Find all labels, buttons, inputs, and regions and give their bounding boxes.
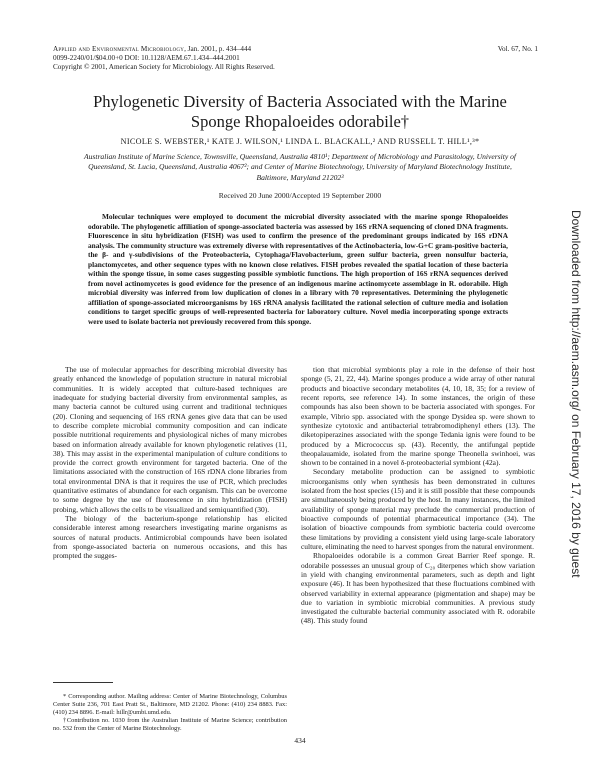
- footnote-corresponding: * Corresponding author. Mailing address: Center of Marine Biotechnology, Columbus Center Suite 236, 701 East Pratt St., Baltimore, MD 21202. Phone: (410) 234 8883. Fax: (410) 234 8896. E-mail: hillr@umbi.umd.edu.: [53, 693, 287, 716]
- received-dates: Received 20 June 2000/Accepted 19 September 2000: [218, 191, 382, 200]
- left-column: [53, 365, 287, 561]
- doi-line: 0099-2240/01/$04.00+0 DOI: 10.1128/AEM.67.1.434–444.2001: [53, 54, 240, 62]
- volume-info: Vol. 67, No. 1: [497, 45, 538, 53]
- paragraph: The use of molecular approaches for describing microbial diversity has greatly enhanced the knowledge of population structure in natural microbial communities. It is widely accepted that culture-based techniques are inadequate for studying bacterial diversity from environmental samples, as many bacteria cannot be cultured using current and traditional techniques (20). Cloning and sequencing of 16S rRNA genes give data that can be used to describe complete microbial community composition and can indicate possible nutritional requirements and physiological niches of many microbes based on information already available for known phylogenetic relatives (11, 38). This may assist in the experimental manipulation of culture conditions to provide the correct growth environment for targeted bacteria. One of the limitations associated with the construction of 16S rDNA clone libraries from total environmental DNA is that it requires the use of PCR, which precludes quantitative estimates of abundance for each organism. This can be overcome to some degree by the use of fluorescence in situ hybridization (FISH) probing, which allows the cells to be visualized and semiquantified (30).: [53, 365, 287, 514]
- issue-info: , Jan. 2001, p. 434–444: [184, 45, 252, 53]
- paragraph: The biology of the bacterium-sponge relationship has elicited considerable interest among researchers investigating marine organisms as sources of natural products. Antimicrobial compounds have been isolated from sponge-associated bacteria on numerous occasions, and this has prompted the sugges-: [53, 514, 287, 561]
- journal-name: Applied and Environmental Microbiology: [53, 45, 185, 53]
- paragraph: Rhopaloeides odorabile is a common Great Barrier Reef sponge. R. odorabile possesses an unusual group of C₂₀ diterpenes which show variation in yield with changing environmental parameters, such as depth and light exposure (46). It has been hypothesized that these fluctuations combined with observed variability in external appearance (pigmentation and shape) may be due to variation in symbiotic microbial communities. A previous study investigated the culturable bacterial community associated with R. odorabile (48). This study found: [301, 551, 535, 626]
- title-line-2: Sponge Rhopaloeides odorabile†: [190, 112, 410, 131]
- footnotes: [53, 682, 287, 733]
- abstract: Molecular techniques were employed to document the microbial diversity associated with the marine sponge Rhopaloeides odorabile. The phylogenetic affiliation of sponge-associated bacteria was assessed by 16S rRNA sequencing of cloned DNA fragments. Fluorescence in situ hybridization (FISH) was used to confirm the presence of the predominant groups indicated by 16S rDNA analysis. The community structure was extremely diverse with representatives of the Actinobacteria, low-G+C gram-positive bacteria, the β- and γ-subdivisions of the Proteobacteria, Cytophaga/Flavobacterium, green sulfur bacteria, green nonsulfur bacteria, planctomycetes, and other sequence types with no known close relatives. FISH probes revealed the spatial location of these bacteria within the sponge tissue, in some cases suggesting possible symbiotic functions. The high proportion of 16S rRNA sequences derived from novel actinomycetes is good evidence for the presence of an indigenous marine actinomycete assemblage in R. odorabile. High microbial diversity was inferred from low duplication of clones in a library with 70 representatives. Determining the phylogenetic affiliation of sponge-associated microorganisms by 16S rRNA analysis facilitated the rational selection of culture media and isolation conditions to target specific groups of well-represented bacteria for laboratory culture. Novel media incorporating sponge extracts were used to isolate bacteria not previously recovered from this sponge.: [88, 212, 508, 326]
- article-title: [60, 92, 540, 132]
- title-line-1: Phylogenetic Diversity of Bacteria Associated with the Marine: [93, 92, 507, 111]
- paragraph: Secondary metabolite production can be assigned to symbiotic microorganisms only when synthesis has been demonstrated in cultures isolated from the host species (15) and it is still possible that these compounds are simultaneously being produced by the host. In many instances, the limited availability of sponge material may preclude the commercial production of bioactive compounds of potential pharmaceutical importance (34). The isolation of bioactive compounds from symbiotic bacteria could overcome these limitations by providing a consistent yield using large-scale laboratory culture, eliminating the need to harvest sponges from the natural environment.: [301, 467, 535, 551]
- author-list: NICOLE S. WEBSTER,¹ KATE J. WILSON,¹ LINDA L. BLACKALL,² AND RUSSELL T. HILL¹,³*: [120, 137, 480, 146]
- download-watermark: Downloaded from http://aem.asm.org/ on February 17, 2016 by guest: [569, 210, 583, 578]
- running-header: [53, 45, 275, 72]
- right-column: [301, 365, 535, 626]
- affiliations: Australian Institute of Marine Science, Townsville, Queensland, Australia 4810¹; Department of Microbiology and Parasitology, University of Queensland, St. Lucia, Queensland, Australia 4067²; and Center of Marine Biotechnology, University of Maryland Biotechnology Institute, Baltimore, Maryland 21202³: [83, 152, 517, 182]
- paragraph: tion that microbial symbionts play a role in the defense of their host sponge (5, 21, 22, 44). Marine sponges produce a wide array of other natural products and bioactive secondary metabolites (4, 10, 18, 35; for a review of recent reports, see reference 14). In some instances, the origin of these compounds has also been shown to be bacteria associated with sponges. For example, Vibrio spp. associated with the sponge Dysidea sp. were shown to synthesize cytotoxic and antibacterial tetrabromodiphenyl ethers (13). The diketopiperazines associated with the sponge Tedania ignis were found to be produced by a Micrococcus sp. (43). Recently, the antifungal peptide theopalauamide, isolated from the marine sponge Theonella swinhoei, was shown to be contained in a novel δ-proteobacterial symbiont (42a).: [301, 365, 535, 468]
- page-number: 434: [294, 736, 306, 745]
- footnote-contribution: †Contribution no. 1030 from the Australian Institute of Marine Science; contribution no. 532 from the Center of Marine Biotechnology.: [53, 717, 287, 732]
- footnote-rule: [53, 682, 113, 683]
- copyright-line: Copyright © 2001, American Society for Microbiology. All Rights Reserved.: [53, 63, 275, 71]
